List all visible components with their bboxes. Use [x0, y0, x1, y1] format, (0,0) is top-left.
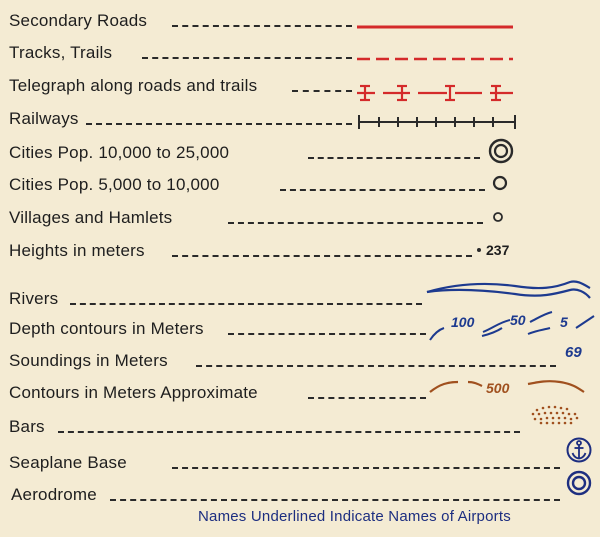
leader-dashes — [228, 222, 483, 224]
leader-dashes — [86, 123, 352, 125]
leader-dashes — [110, 499, 560, 501]
legend-label: Secondary Roads — [9, 11, 148, 30]
legend-label: Soundings in Meters — [9, 351, 168, 370]
legend-row-tracks-trails — [0, 42, 600, 72]
bar-stipple — [527, 402, 583, 428]
legend-row-telegraph — [0, 75, 600, 105]
village-circle — [490, 209, 506, 225]
legend-label: Seaplane Base — [9, 453, 127, 472]
leader-dashes — [308, 157, 480, 159]
aerodrome-icon — [566, 470, 592, 496]
medium-city-circle — [490, 173, 510, 193]
legend-label: Rivers — [9, 289, 59, 308]
legend-row-large-cities — [0, 142, 600, 172]
legend-row-contours — [0, 382, 600, 412]
legend-label: Cities Pop. 10,000 to 25,000 — [9, 143, 230, 162]
leader-dashes — [196, 365, 556, 367]
legend-row-railways — [0, 108, 600, 138]
leader-dashes — [172, 467, 560, 469]
legend-row-depth-contours — [0, 312, 600, 348]
legend-label: Railways — [9, 109, 79, 128]
leader-dashes — [58, 431, 520, 433]
leader-dashes — [70, 303, 422, 305]
airport-names-note: Names Underlined Indicate Names of Airports — [198, 508, 511, 525]
leader-dashes — [292, 90, 352, 92]
legend-row-villages — [0, 207, 600, 237]
depth-value-5: 5 — [560, 314, 568, 330]
legend-label: Aerodrome — [11, 485, 97, 504]
legend-row-bars — [0, 416, 600, 446]
legend-row-soundings — [0, 344, 600, 380]
river-line — [425, 280, 595, 304]
telegraph-line — [355, 81, 520, 103]
trail-dashed-line — [355, 54, 515, 64]
anchor-icon — [566, 436, 592, 464]
contour-value: 500 — [486, 380, 510, 396]
legend-row-seaplane-base — [0, 452, 600, 482]
legend-label: Cities Pop. 5,000 to 10,000 — [9, 175, 220, 194]
leader-dashes — [142, 57, 352, 59]
legend-label: Contours in Meters Approximate — [9, 383, 258, 402]
legend-label: Heights in meters — [9, 241, 145, 260]
legend-label: Villages and Hamlets — [9, 208, 173, 227]
leader-dashes — [280, 189, 485, 191]
depth-value-50: 50 — [510, 312, 526, 328]
leader-dashes — [308, 397, 426, 399]
leader-dashes — [172, 255, 472, 257]
legend-label: Tracks, Trails — [9, 43, 113, 62]
railway-line — [355, 111, 520, 133]
legend-label: Telegraph along roads and trails — [9, 76, 258, 95]
height-value: 237 — [486, 242, 510, 258]
sounding-value: 69 — [565, 344, 582, 361]
secondary-road-line — [355, 22, 515, 32]
height-point-dot — [476, 240, 482, 246]
leader-dashes — [228, 333, 426, 335]
depth-value-100: 100 — [451, 314, 475, 330]
legend-label: Depth contours in Meters — [9, 319, 204, 338]
legend-row-secondary-roads — [0, 10, 600, 40]
leader-dashes — [172, 25, 352, 27]
legend-row-heights — [0, 240, 600, 270]
legend-label: Bars — [9, 417, 45, 436]
legend-row-medium-cities — [0, 174, 600, 204]
large-city-circle — [486, 136, 516, 166]
